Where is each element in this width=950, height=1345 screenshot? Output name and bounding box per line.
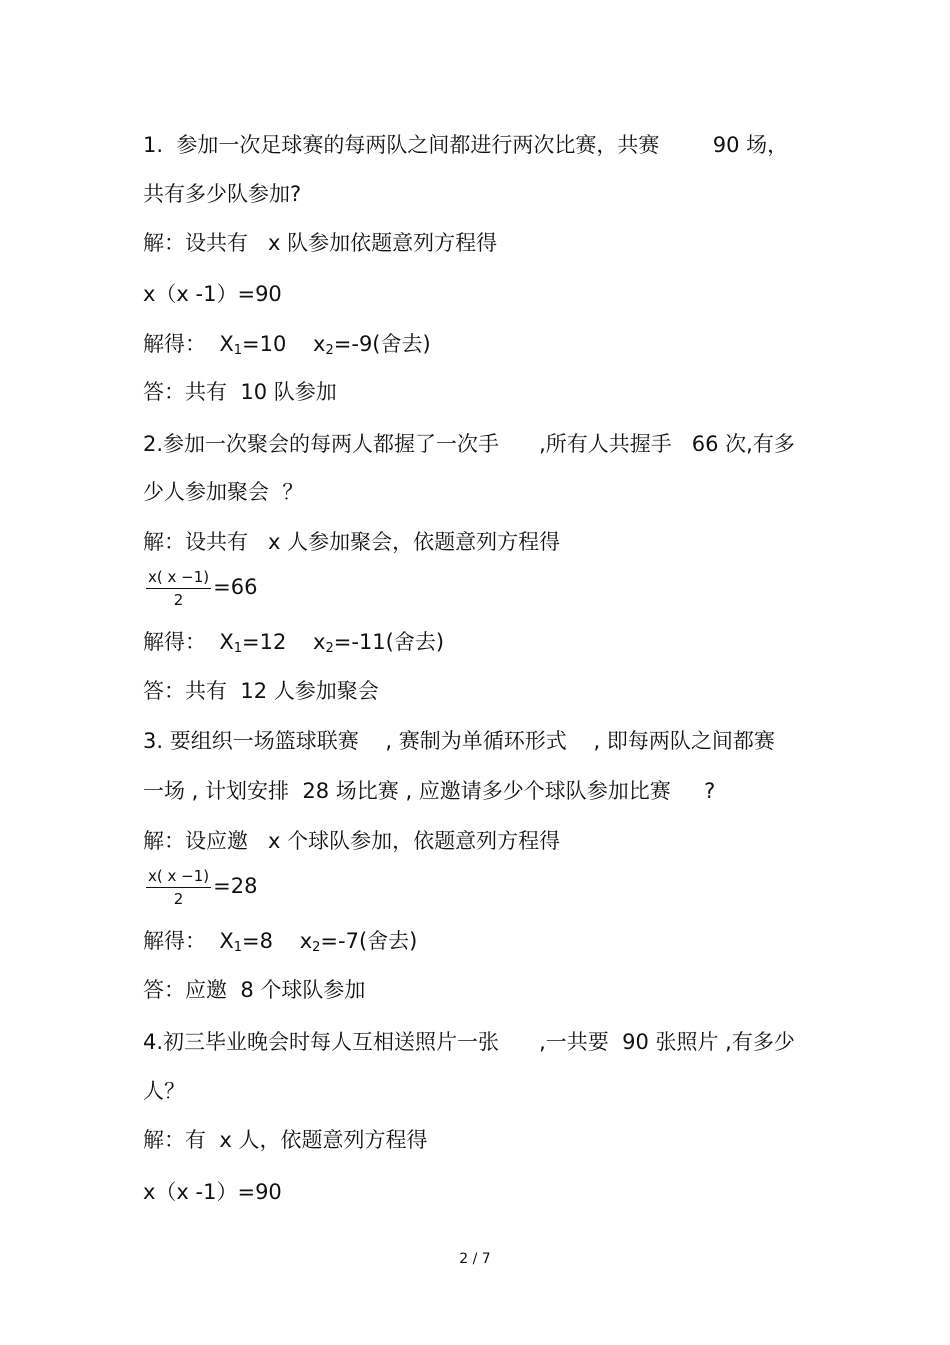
fraction-denominator: 2 <box>173 890 184 908</box>
problem-2-fraction-equation <box>146 568 257 609</box>
page-number: 2 / 7 <box>459 1251 491 1267</box>
problem-3-setup: 解：设应邀 x 个球队参加，依题意列方程得 <box>143 829 561 853</box>
problem-2-question-line-1: 2.参加一次聚会的每两人都握了一次手 ,所有人共握手 66 次,有多 <box>143 432 795 456</box>
fraction-numerator: x( x −1) <box>146 568 211 589</box>
fraction-result: =28 <box>213 873 258 898</box>
problem-2-solution: 解得： $X_1=12$ $x_2=-11$(舍去) <box>143 630 445 656</box>
problem-3-solution: 解得： $X_1=8$ $x_2=-7$(舍去) <box>143 929 418 955</box>
problem-3-fraction-equation <box>146 867 257 908</box>
problem-3-question-line-1: 3. 要组织一场篮球联赛 , 赛制为单循环形式 , 即每两队之间都赛 <box>143 729 775 753</box>
problem-4-equation: x（x -1）=90 <box>143 1180 282 1204</box>
problem-2-answer: 答：共有 12 人参加聚会 <box>143 679 379 703</box>
problem-3-question-line-2: 一场 , 计划安排 28 场比赛 , 应邀请多少个球队参加比赛 ? <box>143 779 716 803</box>
problem-1-question-line-1: 1. 参加一次足球赛的每两队之间都进行两次比赛，共赛 90 场， <box>143 133 789 157</box>
problem-1-answer: 答：共有 10 队参加 <box>143 380 337 404</box>
problem-1-setup: 解：设共有 x 队参加依题意列方程得 <box>143 231 498 255</box>
problem-1-question-line-2: 共有多少队参加? <box>143 182 302 206</box>
problem-2-question-line-2: 少人参加聚会 ？ <box>143 480 304 504</box>
problem-1-solution: 解得： $X_1=10$ $x_2=-9$(舍去) <box>143 332 431 358</box>
problem-4-question-line-2: 人？ <box>143 1079 185 1103</box>
fraction-denominator: 2 <box>173 591 184 609</box>
problem-4-setup: 解：有 x 人，依题意列方程得 <box>143 1128 428 1152</box>
fraction-numerator: x( x −1) <box>146 867 211 888</box>
problem-3-answer: 答：应邀 8 个球队参加 <box>143 978 366 1002</box>
problem-2-setup: 解：设共有 x 人参加聚会，依题意列方程得 <box>143 530 561 554</box>
fraction-result: =66 <box>213 574 258 599</box>
problem-1-equation: x（x -1）=90 <box>143 282 282 306</box>
problem-4-question-line-1: 4.初三毕业晚会时每人互相送照片一张 ,一共要 90 张照片 ,有多少 <box>143 1030 795 1054</box>
